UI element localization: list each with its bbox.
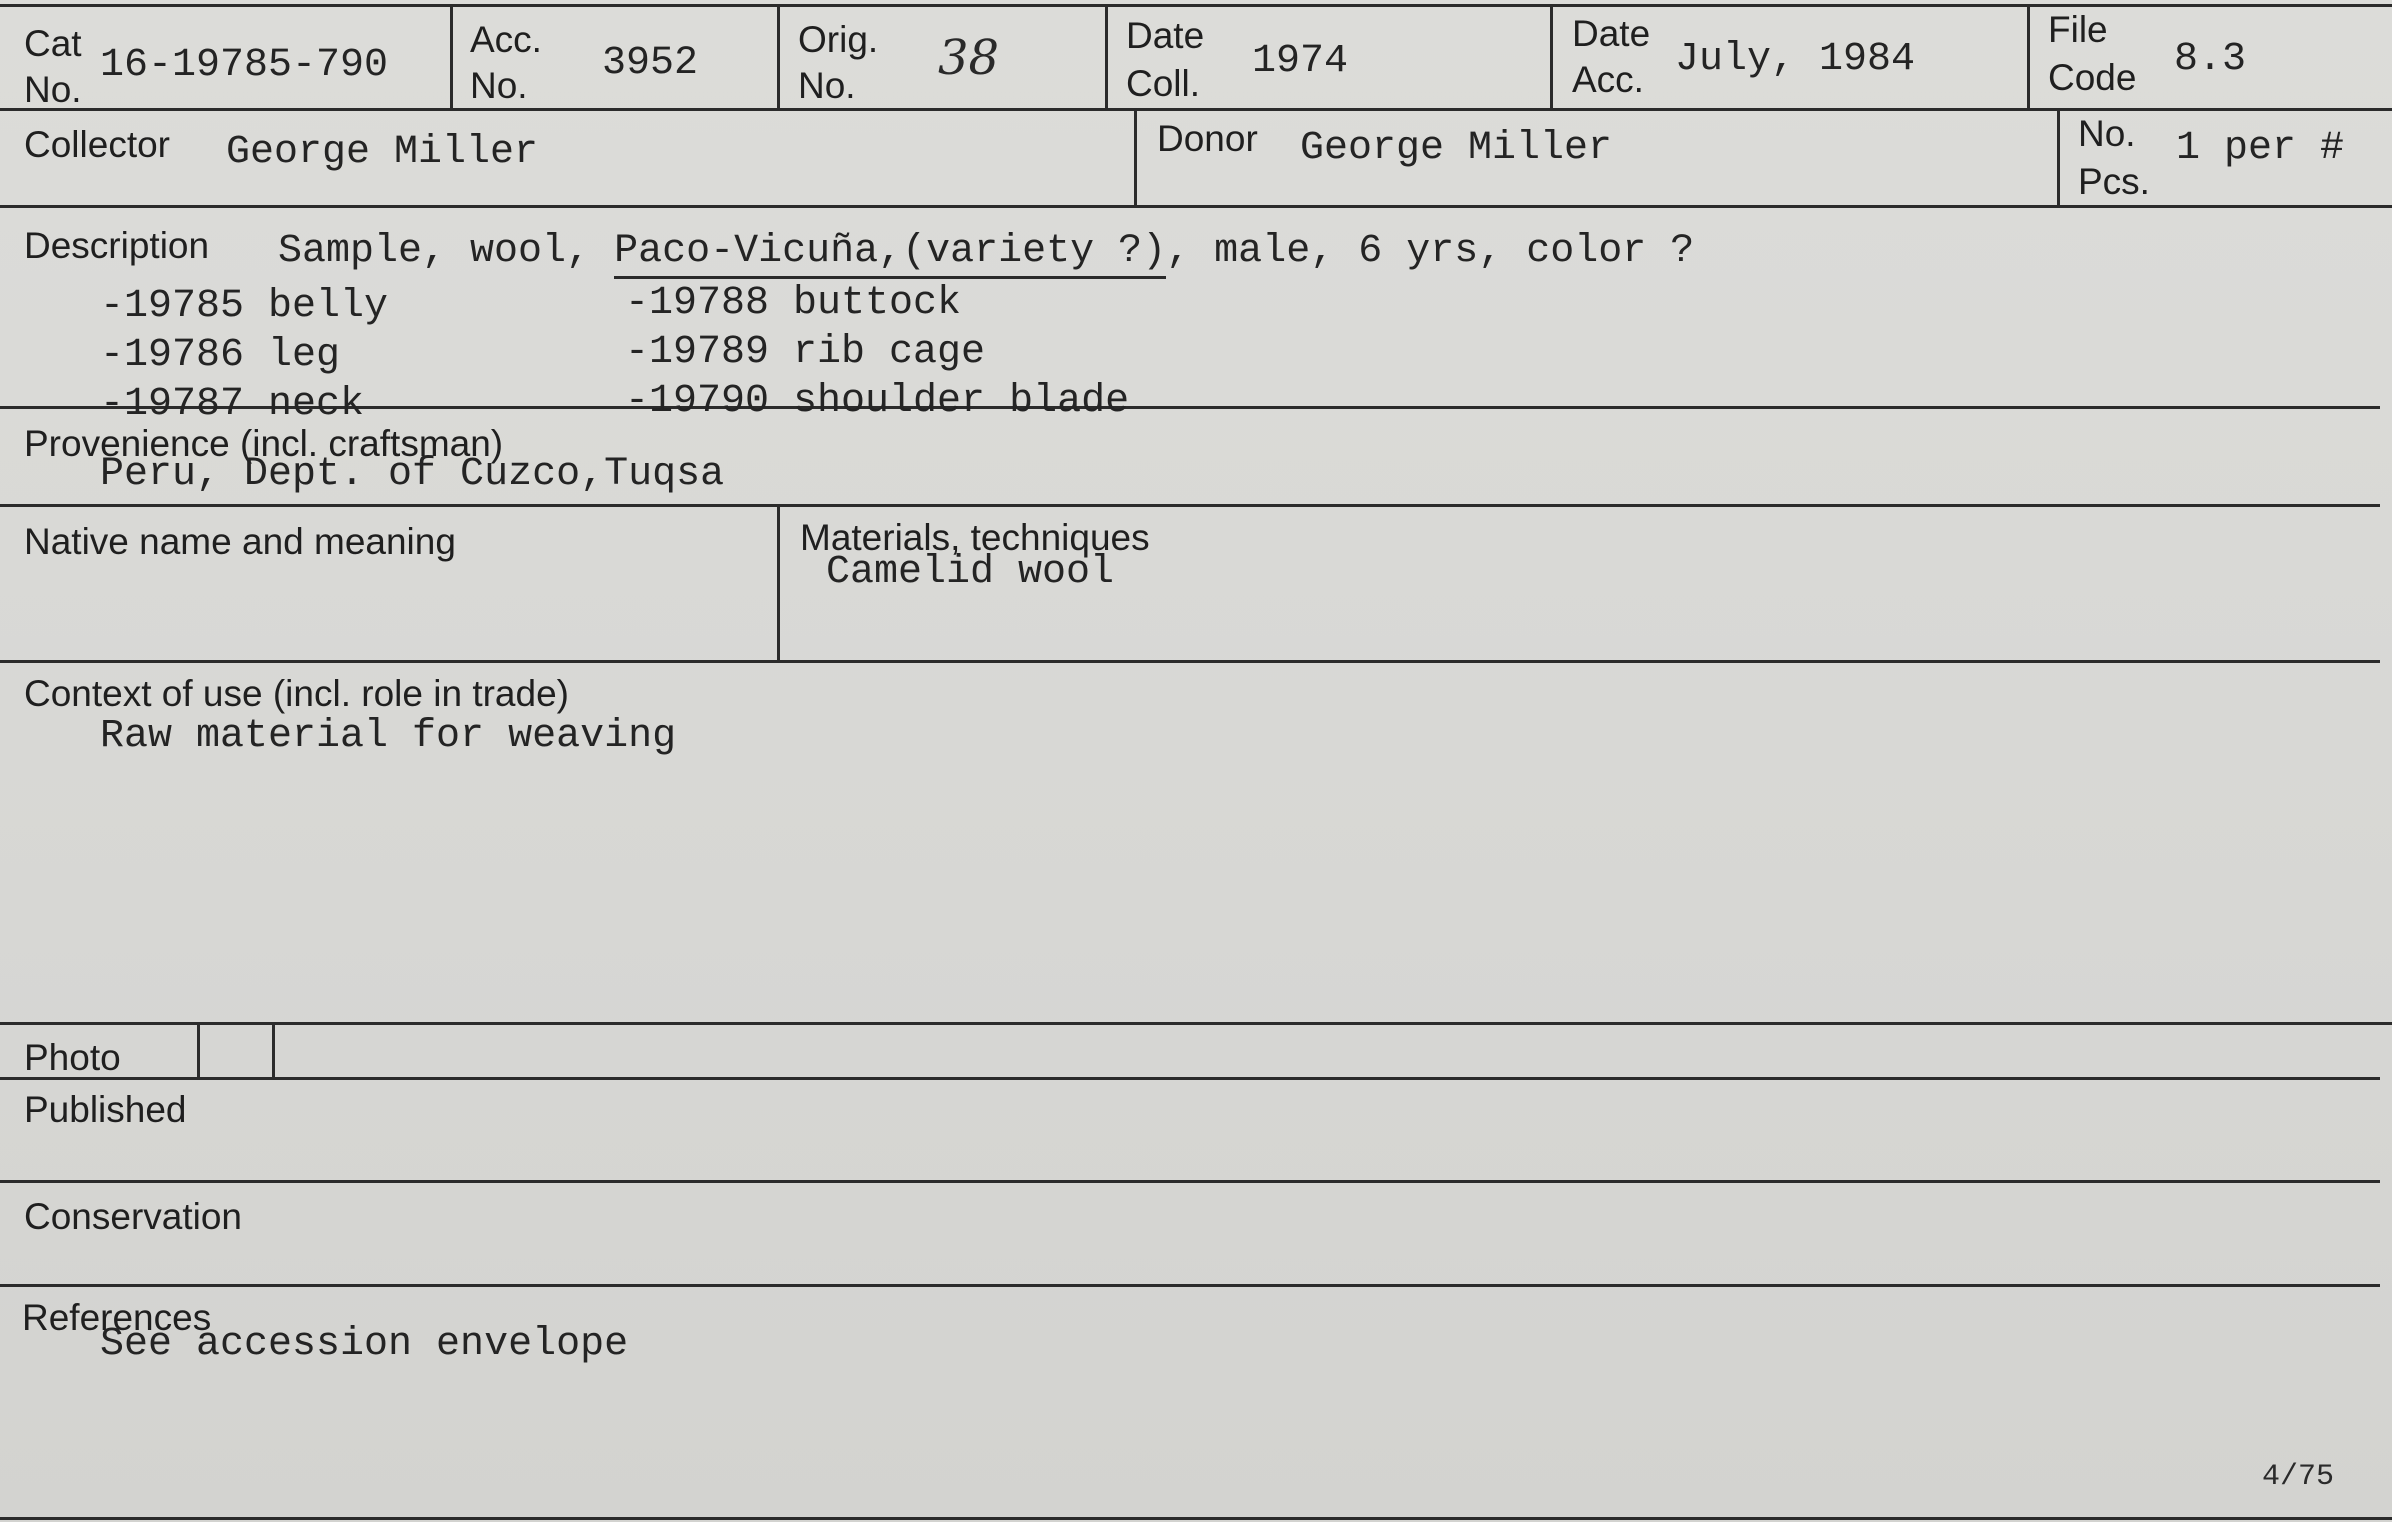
references-label: References — [22, 1297, 212, 1338]
published-label: Published — [24, 1089, 187, 1130]
donor-label: Donor — [1157, 118, 1258, 159]
file-code-label: Code — [2048, 57, 2137, 98]
materials-value: Camelid wool — [826, 550, 1115, 595]
photo-vline-1 — [197, 1022, 200, 1079]
references-value: See accession envelope — [100, 1322, 629, 1367]
description-label: Description — [24, 225, 210, 266]
file-code-value: 8.3 — [2174, 37, 2247, 82]
pcs-value: 1 per # — [2176, 126, 2345, 171]
header-divider — [0, 108, 2392, 111]
orig-no-label: No. — [798, 65, 856, 106]
date-coll-value: 1974 — [1252, 39, 1349, 84]
orig-no-value: 38 — [938, 30, 1000, 86]
description-text — [278, 229, 1694, 275]
description-intro-c: , male, 6 yrs, color ? — [1166, 229, 1695, 274]
bottom-border — [0, 1517, 2392, 1520]
materials-vline — [777, 504, 780, 662]
description-item: -19786 leg — [100, 333, 341, 378]
file-label: File — [2048, 9, 2108, 50]
provenience-value: Peru, Dept. of Cuzco,Tuqsa — [100, 452, 725, 497]
description-intro-a: Sample, wool, — [278, 229, 591, 274]
provenience-divider — [0, 504, 2380, 507]
published-divider — [0, 1180, 2380, 1183]
context-label: Context of use (incl. role in trade) — [24, 673, 569, 714]
cat-no-label: No. — [24, 69, 82, 110]
description-item: -19787 neck — [100, 382, 365, 427]
collector-value: George Miller — [226, 130, 539, 175]
acc-no-value: 3952 — [602, 41, 699, 86]
date-acc-sub-label: Acc. — [1572, 59, 1644, 100]
orig-label: Orig. — [798, 19, 879, 60]
description-item: -19785 belly — [100, 284, 389, 329]
cat-label: Cat — [24, 23, 82, 64]
cat-no-value: 16-19785-790 — [100, 43, 389, 88]
context-value: Raw material for weaving — [100, 714, 677, 759]
date-coll-label: Date — [1126, 15, 1205, 56]
description-item: -19788 buttock — [625, 281, 962, 326]
pcs-vline — [2057, 108, 2060, 207]
header-vline-3 — [1105, 4, 1108, 110]
form-code: 4/75 — [2262, 1460, 2335, 1494]
header-vline-1 — [450, 4, 453, 110]
header-vline-5 — [2027, 4, 2030, 110]
native-divider — [0, 660, 2380, 663]
context-divider — [0, 1022, 2392, 1025]
materials-label: Materials, techniques — [800, 517, 1150, 558]
acc-label: Acc. — [470, 19, 542, 60]
conservation-label: Conservation — [24, 1196, 243, 1237]
photo-label: Photo — [24, 1037, 121, 1078]
header-vline-4 — [1550, 4, 1553, 110]
collector-divider — [0, 205, 2392, 208]
pcs-no-label: No. — [2078, 113, 2136, 154]
donor-vline — [1134, 108, 1137, 207]
provenience-label: Provenience (incl. craftsman) — [24, 423, 504, 464]
conservation-divider — [0, 1284, 2380, 1287]
date-acc-label: Date — [1572, 13, 1651, 54]
acc-no-label: No. — [470, 65, 528, 106]
photo-divider — [0, 1077, 2380, 1080]
photo-vline-2 — [272, 1022, 275, 1079]
native-name-label: Native name and meaning — [24, 521, 456, 562]
top-border — [0, 4, 2392, 7]
description-item: -19789 rib cage — [625, 330, 986, 375]
header-vline-2 — [777, 4, 780, 110]
description-item: -19790 shoulder blade — [625, 379, 1130, 424]
pcs-label: Pcs. — [2078, 161, 2150, 202]
collector-label: Collector — [24, 124, 170, 165]
description-variety: Paco-Vicuña,(variety ?) — [614, 229, 1166, 279]
date-coll-sub-label: Coll. — [1126, 63, 1201, 104]
donor-value: George Miller — [1300, 126, 1613, 171]
date-acc-value: July, 1984 — [1675, 37, 1916, 82]
